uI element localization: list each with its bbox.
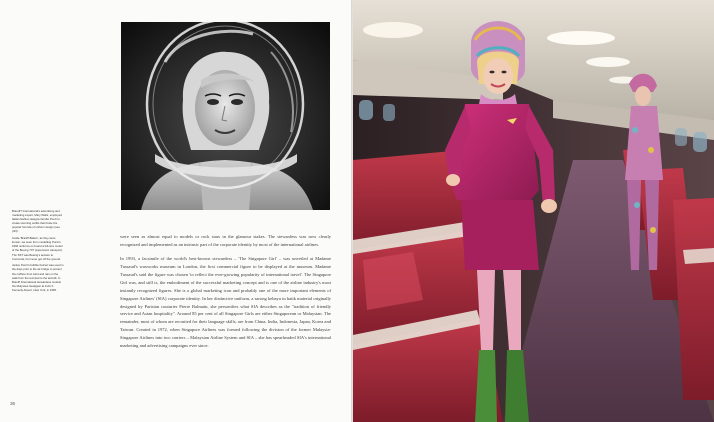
body-paragraph: were seen as almost equal to models or rock stars in the glamour stakes. The stewardess was now clearly recognized and implemented as an intrinsic part of the corporate identity by most of the international airlines. [120, 234, 331, 247]
caption-paragraph: Inside 'Braniff Babes', as they were known, we seen from modelling Pucci's 1966 uniforms on board a full-size model of the Boeing 707 (supersonic transport). The SST was Boeing's answer to Concorde, but never got off the ground. [12, 236, 63, 261]
left-page [0, 0, 354, 422]
body-paragraph: In 1993, a facsimile of the world's best-known stewardess – 'The Singapore Girl' – was unveiled at Madame Tussaud's waxworks museum in London, the first commercial figure to be displayed at the museum. Madame Tussaud's said the figure was chosen 'to reflect the ever-growing popularity of international travel'. The Singapore Girl was, and still is, the embodiment of the successful marketing concept and is one of the airline industry's most instantly recognized figures. She is a global marketing icon and probably one of the more important elements of Singapore Airlines' (SIA) corporate identity. In her distinctive uniform, a sarong kebaya in batik material originally designed by Parisian couturier Pierre Balmain, she personifies what SIA describes as the "tradition of friendly service and Asian hospitality". Around 85 per cent of all Singapore Girls are either Singaporean or Malaysian. The remainder, most of whom are recruited for their language skills, are from China, India, Indonesia, Japan, Korea and Taiwan. Created in 1972, when Singapore Airlines was formed following the division of the former Malaysia-Singapore Airlines into two carriers – Malaysian Airline System and SIA – she has spearheaded SIA's international marketing and advertising campaigns ever since. [120, 256, 331, 348]
body-text [120, 233, 331, 356]
bubble-helmet-photo [121, 22, 330, 210]
aircraft-cabin-photo [353, 0, 714, 422]
caption-paragraph: BrandIT International's advertising and marketing expert, Mary Wells, employed Italian fashion designer Emilio Pucci to create stunning outfits that broke the popular formula of uniform design (see p33). [12, 209, 62, 234]
caption-paragraph: Janice Pucci's bubble helmet was used in the days prior to the air bridge to protect the coiffure from wind and rain on the walk from the terminal to the aircraft. In Braniff International stewardess models the Mulysses headgear at John F. Kennedy Airport, New York, in 1965. [12, 263, 64, 292]
page-number: 36 [10, 401, 16, 406]
photo-caption [12, 209, 64, 295]
